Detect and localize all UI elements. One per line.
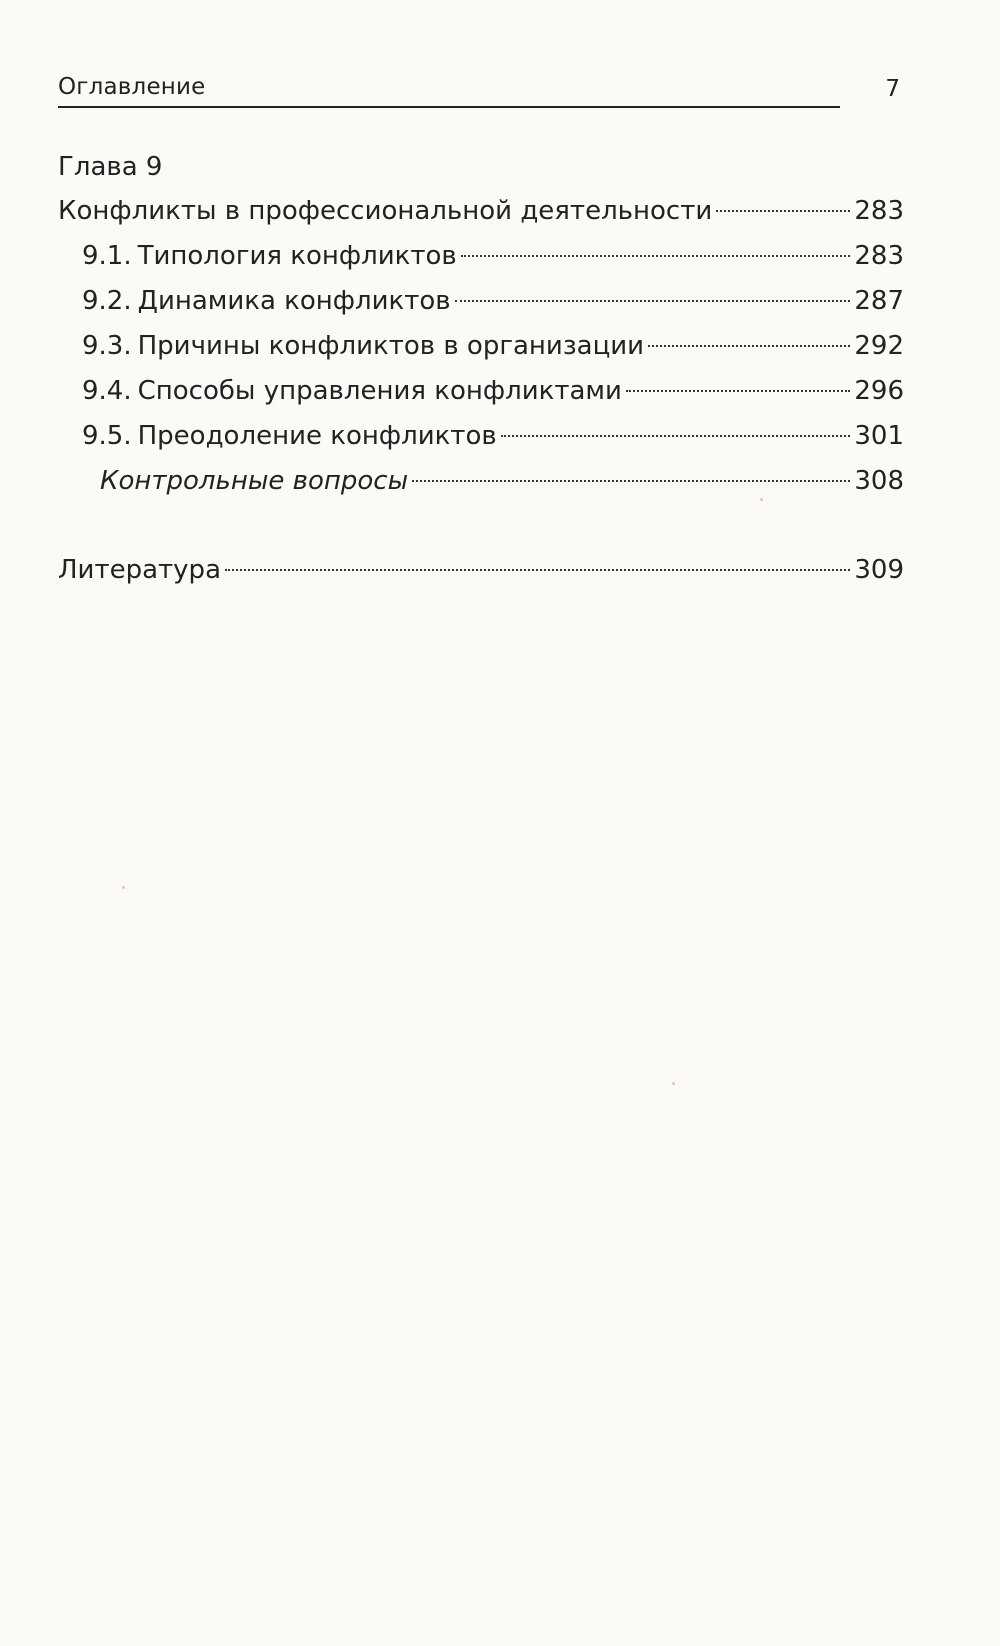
toc-entry-page: 283 <box>854 196 904 226</box>
toc-entry-title: Причины конфликтов в организации <box>137 331 645 361</box>
dot-leader <box>455 300 851 302</box>
toc-chapter-entry[interactable] <box>58 189 904 234</box>
toc-section-entry[interactable] <box>58 279 904 324</box>
paper-speck <box>760 498 763 501</box>
toc-entry-page: 296 <box>854 376 904 406</box>
toc-entry-title: Преодоление конфликтов <box>137 421 497 451</box>
toc-section-number: 9.4. <box>82 376 132 406</box>
toc-entry-page: 283 <box>854 241 904 271</box>
toc-section-entry[interactable] <box>58 414 904 459</box>
header-rule <box>58 106 840 108</box>
toc-section-number: 9.2. <box>82 286 132 316</box>
toc-entry-title: Типология конфликтов <box>137 241 457 271</box>
dot-leader <box>501 435 851 437</box>
toc-literature-entry[interactable] <box>58 548 904 593</box>
toc-questions-entry[interactable] <box>58 459 904 504</box>
spacer <box>58 504 904 548</box>
paper-speck <box>122 886 125 889</box>
toc-entry-title: Способы управления конфликтами <box>137 376 622 406</box>
running-head <box>58 70 900 110</box>
toc-entry-title: Контрольные вопросы <box>100 466 409 496</box>
toc-section-number: 9.1. <box>82 241 132 271</box>
toc-entry-page: 287 <box>854 286 904 316</box>
running-title: Оглавление <box>58 74 206 100</box>
dot-leader <box>716 210 850 212</box>
toc-section-number: 9.3. <box>82 331 132 361</box>
toc-entry-title: Динамика конфликтов <box>137 286 451 316</box>
dot-leader <box>461 255 851 257</box>
toc-section-entry[interactable] <box>58 369 904 414</box>
toc-section-entry[interactable] <box>58 234 904 279</box>
toc-entry-page: 292 <box>854 331 904 361</box>
paper-speck <box>672 1082 675 1085</box>
toc-entry-title: Конфликты в профессиональной деятельности <box>58 196 713 226</box>
toc-entry-page: 308 <box>854 466 904 496</box>
dot-leader <box>626 390 850 392</box>
dot-leader <box>412 480 850 482</box>
page-number: 7 <box>885 76 900 102</box>
table-of-contents <box>58 145 904 593</box>
toc-entry-title: Литература <box>58 555 221 585</box>
toc-entry-page: 301 <box>854 421 904 451</box>
toc-section-entry[interactable] <box>58 324 904 369</box>
chapter-label: Глава 9 <box>58 152 163 182</box>
dot-leader <box>648 345 850 347</box>
dot-leader <box>225 569 850 571</box>
toc-section-number: 9.5. <box>82 421 132 451</box>
toc-entry-page: 309 <box>854 555 904 585</box>
